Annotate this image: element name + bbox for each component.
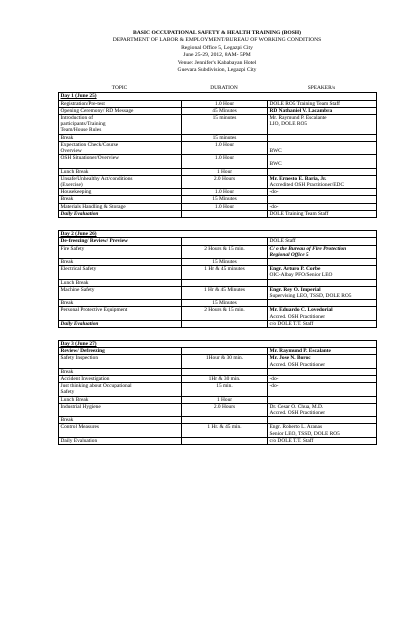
speaker-text: Mr. Jose N. Boroc: [269, 355, 311, 362]
speaker-cell: [268, 403, 377, 416]
speaker-cell: [268, 286, 377, 299]
topic-text: Daily Evaluation: [60, 437, 98, 444]
duration-cell: [182, 168, 268, 175]
topic-cell: [59, 437, 182, 444]
speaker-text: Supervising LEO, TSSD, DOLE RO5: [269, 292, 352, 299]
duration-cell: [182, 210, 268, 217]
day-title-row: [59, 93, 377, 100]
duration-text: 1 Hr & 45 minutes: [204, 266, 245, 273]
day-gap: [58, 328, 376, 340]
duration-text: 1Hour & 30 min.: [205, 355, 244, 362]
topic-text: Break: [60, 368, 74, 375]
table-row: [59, 424, 377, 437]
speaker-text: Accred. OSH Practitioner: [269, 409, 326, 416]
speaker-cell: [268, 320, 377, 327]
duration-cell: [182, 100, 268, 107]
speaker-text: Mr. Eduardo C. Lovedorial: [269, 307, 333, 314]
topic-cell: [59, 375, 182, 382]
table-row: [59, 266, 377, 279]
duration-cell: [182, 141, 268, 154]
table-row: [59, 155, 377, 168]
duration-cell: [182, 107, 268, 114]
duration-cell: [182, 245, 268, 258]
speaker-text: [270, 259, 375, 265]
topic-cell: [59, 368, 182, 375]
duration-cell: [182, 189, 268, 196]
topic-cell: [59, 300, 182, 307]
topic-text: Lunch Break: [60, 168, 89, 175]
topic-cell: [59, 168, 182, 175]
topic-text: participants/Training: [60, 121, 106, 128]
table-row: [59, 300, 377, 307]
document-title: BASIC OCCUPATIONAL SAFETY & HEALTH TRAINING (BOSH): [132, 30, 302, 36]
speaker-cell: [268, 210, 377, 217]
duration-text: 45 Minutes: [212, 107, 237, 114]
duration-cell: [182, 375, 268, 382]
topic-cell: [59, 115, 182, 135]
topic-cell: [59, 155, 182, 168]
topic-cell: [59, 355, 182, 368]
duration-cell: [182, 437, 268, 444]
topic-text: Expectation Check/Course: [60, 141, 119, 148]
column-headers: [58, 84, 376, 92]
topic-text: Daily Evaluation: [60, 320, 99, 327]
speaker-text: OIC-Albay PFO/Senior LEO: [269, 272, 333, 279]
speaker-cell: [268, 375, 377, 382]
duration-text: [184, 438, 266, 444]
table-row: [59, 115, 377, 135]
topic-cell: [59, 403, 182, 416]
duration-text: [184, 211, 266, 217]
table-row: [59, 375, 377, 382]
duration-text: 1.0 Hour: [214, 203, 235, 210]
duration-text: 15 min.: [216, 383, 233, 390]
duration-cell: [182, 203, 268, 210]
topic-text: Industrial Hygiene: [60, 403, 101, 410]
speaker-cell: [268, 300, 377, 307]
speaker-cell: [268, 238, 377, 245]
topic-cell: [59, 417, 182, 424]
duration-cell: [182, 300, 268, 307]
duration-text: [184, 321, 266, 327]
day-gap: [58, 218, 376, 230]
table-row: [59, 203, 377, 210]
speaker-text: DOLE Training Team Staff: [269, 210, 329, 217]
topic-text: Registration/Pre-test: [60, 100, 105, 107]
topic-cell: [59, 286, 182, 299]
speaker-text: Engr. Arturo P. Corbe: [269, 266, 321, 273]
speaker-cell: [268, 279, 377, 286]
topic-text: Break: [60, 134, 74, 141]
duration-text: 15 minutes: [212, 115, 237, 122]
topic-text: Break: [60, 258, 74, 265]
topic-text: Accident Investigation: [60, 375, 110, 382]
duration-text: 1.0 Hour: [214, 141, 235, 148]
table-row: [59, 168, 377, 175]
duration-text: 2.0 Hours: [213, 175, 236, 182]
table-row: [59, 307, 377, 320]
day-table: [58, 92, 377, 218]
topic-text: Safety: [60, 389, 75, 396]
duration-cell: [182, 266, 268, 279]
topic-text: Machine Safety: [60, 286, 95, 293]
duration-text: [184, 417, 266, 423]
topic-cell: [59, 307, 182, 320]
duration-text: 1 Hr & 45 Minutes: [203, 286, 246, 293]
address-line: Guevara Subdivision, Legazpi City: [177, 67, 257, 74]
topic-cell: [59, 348, 182, 355]
duration-text: [184, 238, 266, 244]
duration-text: 1.0 Hour: [214, 155, 235, 162]
duration-text: 1.0 Hour: [214, 189, 235, 196]
topic-text: Personal Protective Equipment: [60, 307, 128, 314]
topic-text: Lunch Break: [60, 279, 89, 286]
speaker-text: Mr. Ernesto E. Baria, Jr.: [269, 175, 327, 182]
speaker-text: LIO, DOLE RO5: [269, 121, 308, 128]
speaker-text: -do-: [269, 383, 279, 390]
speaker-text: Accred. OSH Practitioner: [269, 361, 326, 368]
speaker-text: Mr. Raymund P. Escalante: [269, 115, 327, 122]
speaker-cell: [268, 134, 377, 141]
topic-cell: [59, 396, 182, 403]
speaker-text: Engr. Rey O. Imperial: [269, 286, 321, 293]
duration-text: 15 Minutes: [212, 300, 237, 307]
table-row: [59, 279, 377, 286]
speaker-cell: [268, 424, 377, 437]
topic-cell: [59, 141, 182, 154]
duration-text: 1 Hour: [216, 396, 233, 403]
duration-cell: [182, 355, 268, 368]
day-title: Day 1 (June 25): [59, 93, 377, 100]
speaker-cell: [268, 168, 377, 175]
speaker-cell: [268, 368, 377, 375]
topic-text: Materials Handling & Storage: [60, 203, 126, 210]
topic-text: Overview: [60, 148, 82, 155]
column-header-speaker: SPEAKER/s: [307, 85, 336, 92]
topic-cell: [59, 238, 182, 245]
speaker-text: c/o DOLE T.T. Staff: [269, 437, 314, 444]
topic-cell: [59, 258, 182, 265]
schedule-page: [58, 30, 376, 445]
table-row: [59, 355, 377, 368]
speaker-text: -do-: [269, 203, 279, 210]
table-row: [59, 245, 377, 258]
duration-text: [184, 280, 266, 286]
speaker-text: [270, 280, 375, 286]
speaker-text: [270, 397, 375, 403]
duration-cell: [182, 279, 268, 286]
speaker-text: [270, 417, 375, 423]
topic-text: Break: [60, 417, 74, 424]
duration-cell: [182, 196, 268, 203]
duration-text: 15 minutes: [212, 134, 237, 141]
speaker-cell: [268, 355, 377, 368]
topic-cell: [59, 245, 182, 258]
duration-text: 1.0 Hour: [214, 100, 235, 107]
topic-text: Break: [60, 196, 74, 203]
speaker-cell: [268, 203, 377, 210]
duration-text: [184, 369, 266, 375]
schedule-days: [58, 92, 376, 445]
duration-text: 2.0 Hours: [213, 403, 236, 410]
speaker-text: BWC: [269, 148, 282, 155]
duration-cell: [182, 383, 268, 396]
topic-text: De-freezing/ Review/ Preview: [60, 238, 128, 245]
department-line: DEPARTMENT OF LABOR & EMPLOYMENT/BUREAU OF WORKING CONDITIONS: [112, 37, 322, 44]
topic-text: Safety Inspection: [60, 355, 99, 362]
duration-text: 1 Hr. & 45 min.: [207, 424, 242, 431]
speaker-text: -do-: [269, 375, 279, 382]
speaker-text: C/ o the Bureau of Fire Protection: [269, 245, 347, 252]
duration-cell: [182, 417, 268, 424]
speaker-cell: [268, 189, 377, 196]
speaker-text: [270, 300, 375, 306]
day-table: [58, 230, 377, 328]
duration-cell: [182, 348, 268, 355]
table-row: [59, 396, 377, 403]
speaker-text: Engr. Roberto L. Aranas: [269, 424, 323, 431]
topic-text: Introduction of: [60, 115, 93, 122]
table-row: [59, 141, 377, 154]
speaker-cell: [268, 107, 377, 114]
table-row: [59, 348, 377, 355]
topic-cell: [59, 134, 182, 141]
speaker-cell: [268, 196, 377, 203]
speaker-text: RD Nathaniel V. Lacambra: [269, 107, 333, 114]
duration-cell: [182, 307, 268, 320]
duration-cell: [182, 258, 268, 265]
table-row: [59, 100, 377, 107]
topic-text: Break: [60, 300, 74, 307]
speaker-text: Dr. Cesar O. Chua, M.D.: [269, 403, 324, 410]
table-row: [59, 134, 377, 141]
topic-text: Fire Safety: [60, 245, 85, 252]
topic-text: Electrical Safety: [60, 266, 97, 273]
duration-cell: [182, 396, 268, 403]
dates-line: June 25-29, 2012, 8AM- 5PM: [183, 52, 251, 59]
speaker-cell: [268, 115, 377, 135]
duration-text: 15 Minutes: [212, 258, 237, 265]
speaker-text: [270, 135, 375, 141]
duration-text: 1Hr & 30 min.: [208, 375, 241, 382]
duration-cell: [182, 115, 268, 135]
table-row: [59, 417, 377, 424]
day-table: [58, 340, 377, 445]
speaker-text: DOLE RO5 Training Team Staff: [269, 100, 340, 107]
speaker-cell: [268, 417, 377, 424]
topic-cell: [59, 100, 182, 107]
topic-text: Review/ Defreezing: [60, 348, 105, 355]
topic-text: Housekeeping: [60, 189, 92, 196]
speaker-cell: [268, 245, 377, 258]
speaker-text: [270, 169, 375, 175]
speaker-cell: [268, 307, 377, 320]
table-row: [59, 286, 377, 299]
day-title-row: [59, 231, 377, 238]
table-row: [59, 403, 377, 416]
topic-text: Unsafe/Unhealthy Act/conditions: [60, 175, 133, 182]
speaker-text: Senior LEO, TSSD, DOLE RO5: [269, 430, 340, 437]
table-row: [59, 189, 377, 196]
duration-text: 2 Hours & 15 min.: [204, 307, 245, 314]
speaker-text: [270, 369, 375, 375]
speaker-text: DOLE Staff: [269, 238, 296, 245]
speaker-text: Accredited OSH Practitioner/EDC: [269, 182, 345, 189]
topic-cell: [59, 196, 182, 203]
duration-text: 1 Hour: [216, 168, 233, 175]
table-row: [59, 196, 377, 203]
speaker-cell: [268, 348, 377, 355]
day-title: Day 2 (June 26): [59, 231, 377, 238]
topic-text: Team/House Rules: [60, 127, 102, 134]
speaker-cell: [268, 155, 377, 168]
table-row: [59, 258, 377, 265]
topic-text: Daily Evaluation: [60, 210, 99, 217]
speaker-text: Mr. Raymund P. Escalante: [269, 348, 331, 355]
region-line: Regional Office 5, Legazpi City: [181, 44, 253, 51]
topic-cell: [59, 424, 182, 437]
speaker-cell: [268, 175, 377, 188]
day-title-row: [59, 340, 377, 347]
speaker-cell: [268, 141, 377, 154]
duration-text: [184, 348, 266, 354]
speaker-cell: [268, 266, 377, 279]
duration-cell: [182, 368, 268, 375]
topic-cell: [59, 210, 182, 217]
speaker-cell: [268, 100, 377, 107]
topic-cell: [59, 203, 182, 210]
duration-cell: [182, 286, 268, 299]
day-title: Day 3 (June 27): [59, 340, 377, 347]
table-row: [59, 210, 377, 217]
duration-cell: [182, 155, 268, 168]
topic-cell: [59, 320, 182, 327]
duration-cell: [182, 320, 268, 327]
speaker-text: BWC: [269, 161, 282, 168]
speaker-cell: [268, 258, 377, 265]
speaker-text: Regional Office 5: [269, 251, 309, 258]
topic-text: Control Measures: [60, 424, 99, 431]
topic-cell: [59, 383, 182, 396]
speaker-cell: [268, 437, 377, 444]
speaker-cell: [268, 396, 377, 403]
duration-cell: [182, 238, 268, 245]
table-row: [59, 107, 377, 114]
topic-text: Lunch Break: [60, 396, 89, 403]
topic-text: OSH Situationer/Overview: [60, 155, 120, 162]
topic-cell: [59, 279, 182, 286]
speaker-cell: [268, 383, 377, 396]
topic-cell: [59, 175, 182, 188]
table-row: [59, 437, 377, 444]
table-row: [59, 320, 377, 327]
speaker-text: Accred. OSH Practitioner: [269, 313, 326, 320]
table-row: [59, 238, 377, 245]
topic-text: (Exercise): [60, 182, 83, 189]
venue-line: Venue: Jennifer's Kababayan Hotel: [177, 59, 257, 66]
duration-cell: [182, 424, 268, 437]
topic-cell: [59, 266, 182, 279]
document-header: [58, 30, 376, 74]
duration-cell: [182, 134, 268, 141]
duration-text: 2 Hours & 15 min.: [204, 245, 245, 252]
column-header-topic: TOPIC: [111, 85, 128, 92]
topic-cell: [59, 189, 182, 196]
speaker-text: [270, 196, 375, 202]
table-row: [59, 175, 377, 188]
duration-text: 15 Minutes: [212, 196, 237, 203]
speaker-text: c/o DOLE T.T. Staff: [269, 320, 314, 327]
table-row: [59, 368, 377, 375]
topic-cell: [59, 107, 182, 114]
topic-text: Just thinking about Occupational: [60, 383, 132, 390]
topic-text: Opening Ceremony/ RD Message: [60, 107, 134, 114]
duration-cell: [182, 403, 268, 416]
duration-cell: [182, 175, 268, 188]
column-header-duration: DURATION: [210, 85, 238, 92]
table-row: [59, 383, 377, 396]
speaker-text: -do-: [269, 189, 279, 196]
